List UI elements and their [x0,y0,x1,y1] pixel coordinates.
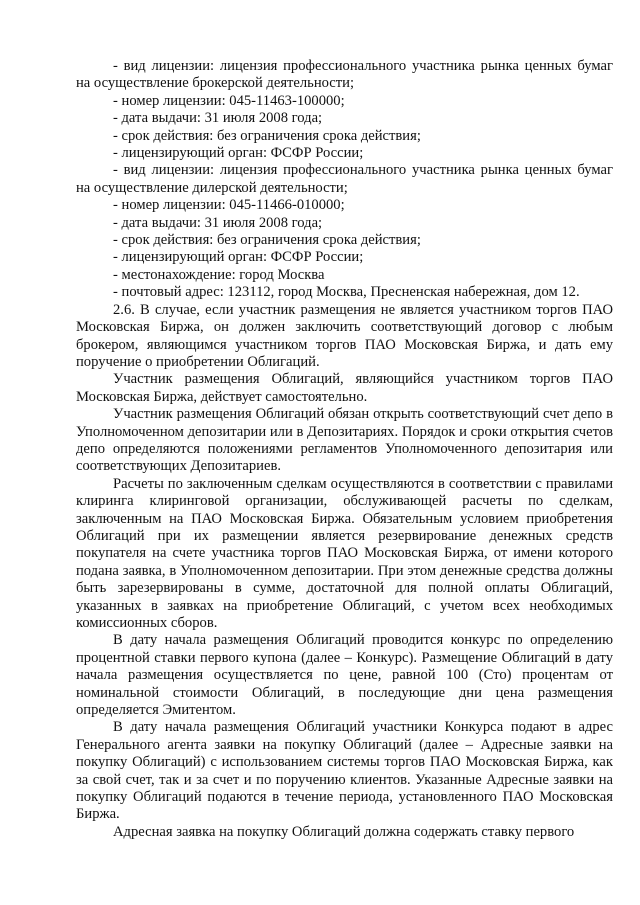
paragraph-settlements: Расчеты по заключенным сделкам осуществляются в соответствии с правилами клиринга клиринговой организации, обслуживающей расчеты по сделкам, заключенным на ПАО Московская Биржа. Обязательным условием приобретения Облигаций при их размещении является резервирование денежных средств покупателя на счете участника торгов ПАО Московская Биржа, от имени которого подана заявка, в Уполномоченном депозитарии. При этом денежные средства должны быть зарезервированы в сумме, достаточной для полной оплаты Облигаций, указанных в заявках на приобретение Облигаций, с учетом всех необходимых комиссионных сборов. [76,475,613,631]
paragraph-address-orders: В дату начала размещения Облигаций участники Конкурса подают в адрес Генерального агента заявки на покупку Облигаций (далее – Адресные заявки на покупку Облигаций) с использованием системы торгов ПАО Московская Биржа, как за свой счет, так и за счет и по поручению клиентов. Указанные Адресные заявки на покупку Облигаций подаются в течение периода, установленного ПАО Московская Биржа. [76,719,613,823]
list-item-issue-date-dealer: - дата выдачи: 31 июля 2008 года; [113,214,323,231]
list-item-validity-dealer: - срок действия: без ограничения срока действия; [113,232,421,249]
list-item-licensing-authority-dealer: - лицензирующий орган: ФСФР России; [113,249,364,266]
list-item-location: - местонахождение: город Москва [113,266,325,283]
paragraph-order-content: Адресная заявка на покупку Облигаций должна содержать ставку первого [113,823,575,840]
list-item-license-number-brokerage: - номер лицензии: 045-11463-100000; [113,92,345,109]
list-item-postal-address: - почтовый адрес: 123112, город Москва, Пресненская набережная, дом 12. [113,284,580,301]
list-item-issue-date-brokerage: - дата выдачи: 31 июля 2008 года; [113,110,323,127]
list-item-license-number-dealer: - номер лицензии: 045-11466-010000; [113,197,345,214]
list-item-licensing-authority-brokerage: - лицензирующий орган: ФСФР России; [113,145,364,162]
list-item-license-type-dealer: - вид лицензии: лицензия профессионального участника рынка ценных бумаг на осуществление дилерской деятельности; [76,162,613,196]
list-item-license-type-brokerage: - вид лицензии: лицензия профессионального участника рынка ценных бумаг на осуществление брокерской деятельности; [76,58,613,92]
paragraph-independent-participant: Участник размещения Облигаций, являющийся участником торгов ПАО Московская Биржа, действует самостоятельно. [76,371,613,405]
paragraph-section-2-6: 2.6. В случае, если участник размещения не является участником торгов ПАО Московская Биржа, он должен заключить соответствующий договор с любым брокером, являющимся участником торгов ПАО Московская Биржа, и дать ему поручение о приобретении Облигаций. [76,301,613,370]
paragraph-depo-account: Участник размещения Облигаций обязан открыть соответствующий счет депо в Уполномоченном депозитарии или в Депозитариях. Порядок и сроки открытия счетов депо определяются положениями регламентов Уполномоченного депозитария или соответствующих Депозитариев. [76,406,613,475]
document-body [76,58,613,841]
paragraph-coupon-auction: В дату начала размещения Облигаций проводится конкурс по определению процентной ставки первого купона (далее – Конкурс). Размещение Облигаций в дату начала размещения осуществляется по цене, равной 100 (Сто) процентам от номинальной стоимости Облигаций, в последующие дни цена размещения определяется Эмитентом. [76,632,613,719]
list-item-validity-brokerage: - срок действия: без ограничения срока действия; [113,127,421,144]
